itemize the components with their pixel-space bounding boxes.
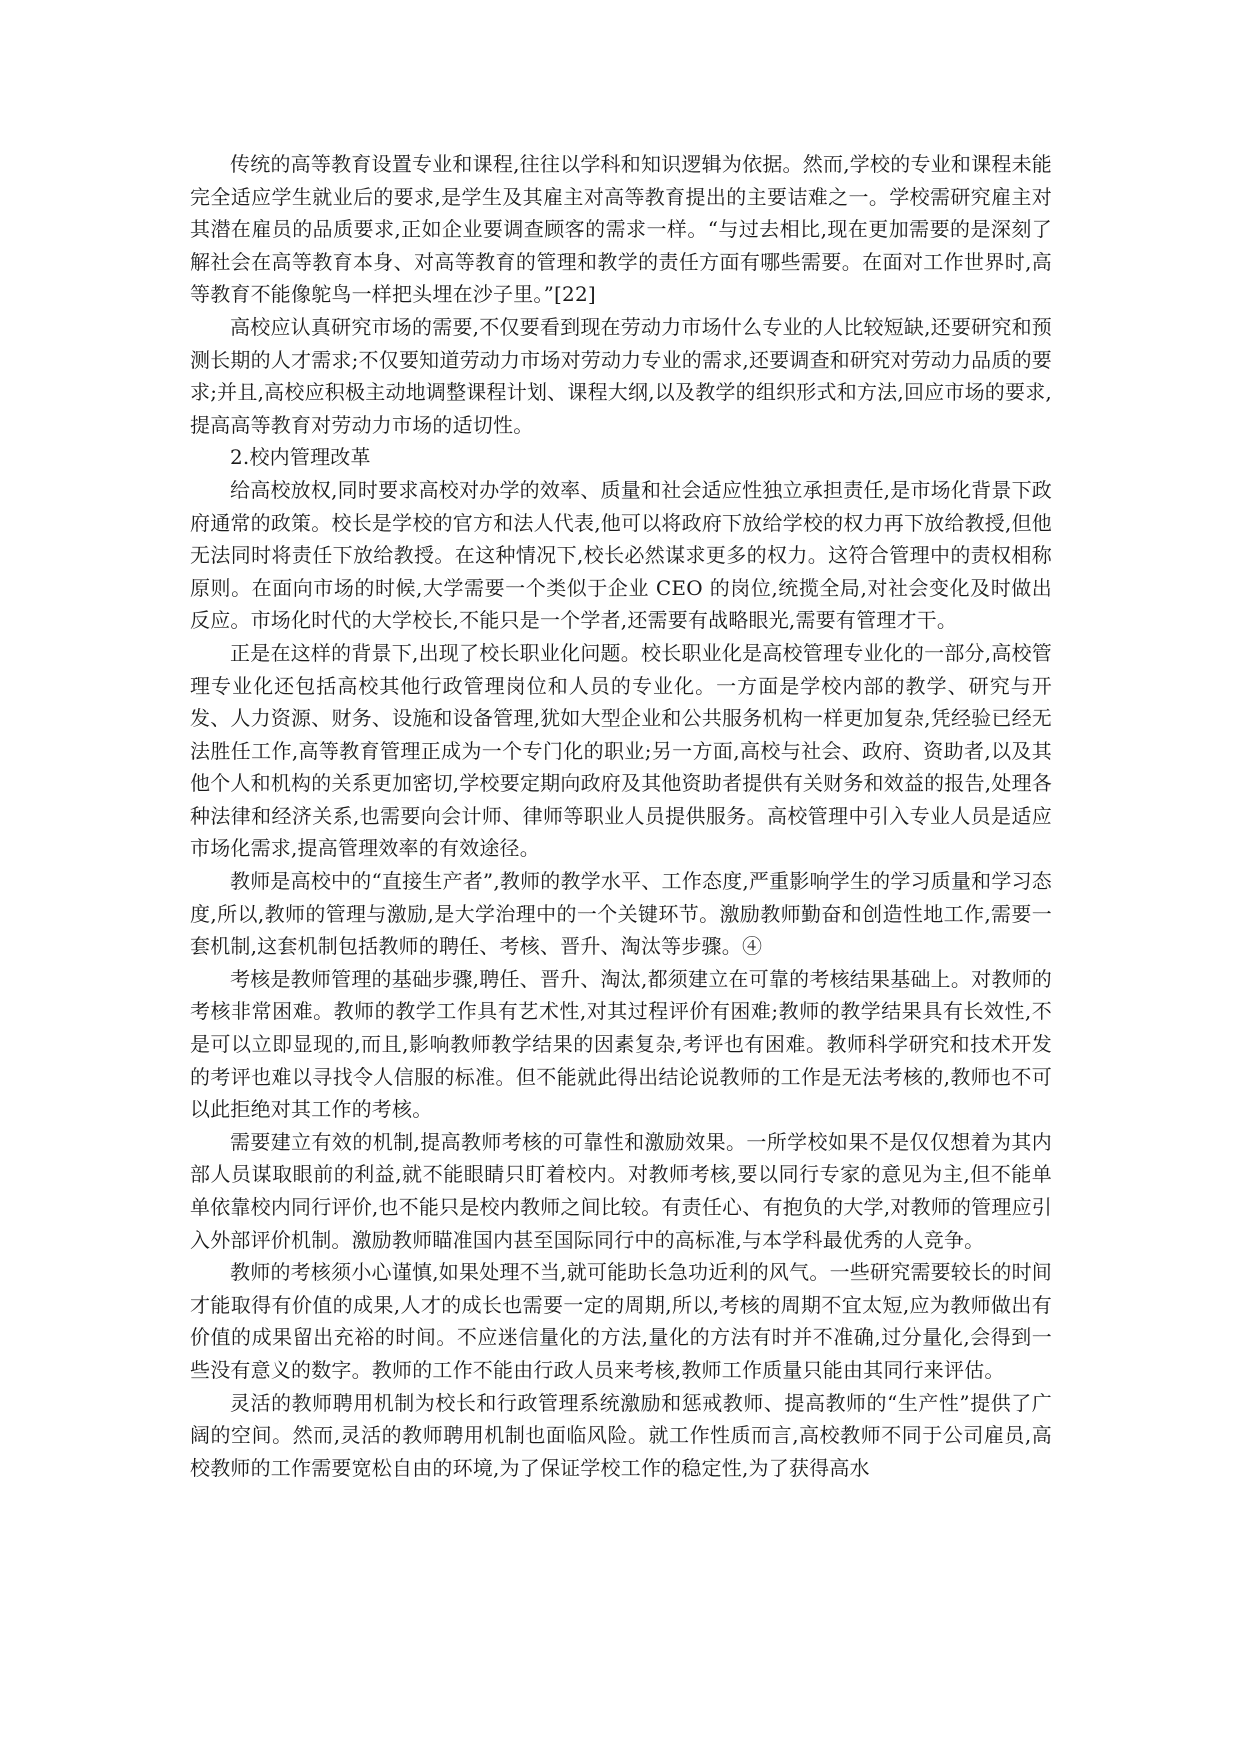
paragraph-teacher-incentives: 教师是高校中的“直接生产者”,教师的教学水平、工作态度,严重影响学生的学习质量和学习态度,所以,教师的管理与激励,是大学治理中的一个关键环节。激励教师勤奋和创造性地工作,需要一套机制,这套机制包括教师的聘任、考核、晋升、淘汰等步骤。④ bbox=[190, 869, 1052, 959]
paragraph-assessment-caution: 教师的考核须小心谨慎,如果处理不当,就可能助长急功近利的风气。一些研究需要较长的时间才能取得有价值的成果,人才的成长也需要一定的周期,所以,考核的周期不宜太短,应为教师做出有价值的成果留出充裕的时间。不应迷信量化的方法,量化的方法有时并不准确,过分量化,会得到一些没有意义的数字。教师的工作不能由行政人员来考核,教师工作质量只能由其同行来评估。 bbox=[190, 1260, 1052, 1382]
paragraph-professionalization: 正是在这样的背景下,出现了校长职业化问题。校长职业化是高校管理专业化的一部分,高校管理专业化还包括高校其他行政管理岗位和人员的专业化。一方面是学校内部的教学、研究与开发、人力资源、财务、设施和设备管理,犹如大型企业和公共服务机构一样更加复杂,凭经验已经无法胜任工作,高等教育管理正成为一个专门化的职业;另一方面,高校与社会、政府、资助者,以及其他个人和机构的关系更加密切,学校要定期向政府及其他资助者提供有关财务和效益的报告,处理各种法律和经济关系,也需要向会计师、律师等职业人员提供服务。高校管理中引入专业人员是适应市场化需求,提高管理效率的有效途径。 bbox=[190, 640, 1052, 861]
document-body bbox=[190, 148, 1052, 1484]
paragraph-market-research: 高校应认真研究市场的需要,不仅要看到现在劳动力市场什么专业的人比较短缺,还要研究和预测长期的人才需求;不仅要知道劳动力市场对劳动力专业的需求,还要调查和研究对劳动力品质的要求;并且,高校应积极主动地调整课程计划、课程大纲,以及教学的组织形式和方法,回应市场的要求,提高高等教育对劳动力市场的适切性。 bbox=[190, 314, 1052, 437]
paragraph-flexible-hiring: 灵活的教师聘用机制为校长和行政管理系统激励和惩戒教师、提高教师的“生产性”提供了广阔的空间。然而,灵活的教师聘用机制也面临风险。就工作性质而言,高校教师不同于公司雇员,高校教师的工作需要宽松自由的环境,为了保证学校工作的稳定性,为了获得高水 bbox=[190, 1390, 1052, 1480]
section-heading-internal-management-reform: 2.校内管理改革 bbox=[230, 445, 371, 470]
paragraph-curriculum: 传统的高等教育设置专业和课程,往往以学科和知识逻辑为依据。然而,学校的专业和课程未能完全适应学生就业后的要求,是学生及其雇主对高等教育提出的主要诘难之一。学校需研究雇主对其潜在雇员的品质要求,正如企业要调查顾客的需求一样。“与过去相比,现在更加需要的是深刻了解社会在高等教育本身、对高等教育的管理和教学的责任方面有哪些需要。在面对工作世界时,高等教育不能像鸵鸟一样把头埋在沙子里。”[22] bbox=[190, 152, 1052, 307]
paragraph-decentralization: 给高校放权,同时要求高校对办学的效率、质量和社会适应性独立承担责任,是市场化背景下政府通常的政策。校长是学校的官方和法人代表,他可以将政府下放给学校的权力再下放给教授,但他无法同时将责任下放给教授。在这种情况下,校长必然谋求更多的权力。这符合管理中的责权相称原则。在面向市场的时候,大学需要一个类似于企业 CEO 的岗位,统揽全局,对社会变化及时做出反应。市场化时代的大学校长,不能只是一个学者,还需要有战略眼光,需要有管理才干。 bbox=[190, 477, 1052, 633]
paragraph-teacher-assessment: 考核是教师管理的基础步骤,聘任、晋升、淘汰,都须建立在可靠的考核结果基础上。对教师的考核非常困难。教师的教学工作具有艺术性,对其过程评价有困难;教师的教学结果具有长效性,不是可以立即显现的,而且,影响教师教学结果的因素复杂,考评也有困难。教师科学研究和技术开发的考评也难以寻找令人信服的标准。但不能就此得出结论说教师的工作是无法考核的,教师也不可以此拒绝对其工作的考核。 bbox=[190, 966, 1052, 1122]
paragraph-assessment-mechanism: 需要建立有效的机制,提高教师考核的可靠性和激励效果。一所学校如果不是仅仅想着为其内部人员谋取眼前的利益,就不能眼睛只盯着校内。对教师考核,要以同行专家的意见为主,但不能单单依靠校内同行评价,也不能只是校内教师之间比较。有责任心、有抱负的大学,对教师的管理应引入外部评价机制。激励教师瞄准国内甚至国际同行中的高标准,与本学科最优秀的人竞争。 bbox=[190, 1129, 1052, 1252]
